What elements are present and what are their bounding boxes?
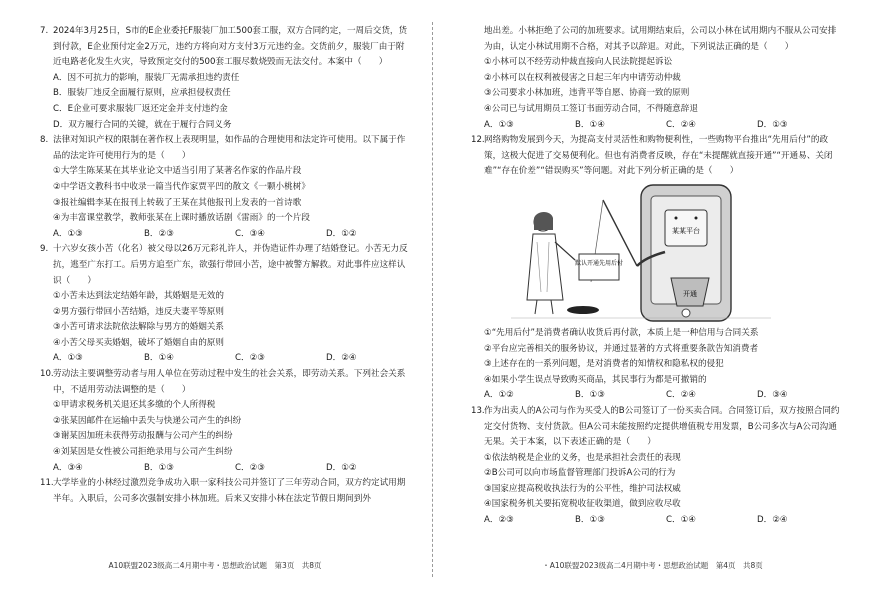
statement-item: ①甲请求税务机关退还其多缴的个人所得税 bbox=[53, 400, 216, 411]
statement-item: ②中学语文教科书中收录一篇当代作家贾平凹的散文《一颗小桃树》 bbox=[53, 181, 310, 192]
option: B．①③ bbox=[575, 515, 605, 526]
option: D．①② bbox=[326, 462, 357, 473]
screen-face bbox=[665, 210, 707, 246]
option: D．②④ bbox=[326, 353, 357, 364]
statement-item: ①小林可以不经劳动仲裁直接向人民法院提起诉讼 bbox=[484, 57, 673, 68]
question-11 bbox=[40, 476, 412, 507]
statement-item: ③报社编辑李某在报刊上转载了王某在其他报刊上发表的一首诗歌 bbox=[53, 197, 302, 208]
cartoon-illustration bbox=[471, 182, 843, 324]
answer-options bbox=[471, 513, 843, 529]
statement-item: ④为丰富课堂教学，教师张某在上课时播放话剧《雷雨》的一个片段 bbox=[53, 213, 310, 224]
question-number: 7. bbox=[40, 26, 49, 36]
question-10 bbox=[40, 367, 412, 476]
option: C．②③ bbox=[235, 353, 266, 364]
statement-item: ③公司要求小林加班，违背平等自愿、协商一致的原则 bbox=[484, 88, 690, 99]
statement-item: ②男方强行带回小苦结婚，违反夫妻平等原则 bbox=[53, 306, 224, 317]
question-9 bbox=[40, 242, 412, 367]
option: B．①④ bbox=[144, 353, 174, 364]
statement-item: ④刘某因是女性被公司拒绝录用与公司产生纠纷 bbox=[53, 447, 233, 458]
option: B．①③ bbox=[144, 462, 174, 473]
basket bbox=[671, 278, 709, 306]
question-number: 10. bbox=[40, 369, 54, 380]
question-12 bbox=[471, 133, 843, 404]
question-stem: 作为出卖人的A公司与作为买受人的B公司签订了一份买卖合同。合同签订后，双方按照合同约定交付货物、支付货款。但A公司未能按照约定提供增值税专用发票，B公司多次与A公司沟通无果。关于本案，以下表述正确的是（ ） bbox=[484, 405, 840, 448]
statement-item: ③谢某因加班未获得劳动报酬与公司产生的纠纷 bbox=[53, 431, 233, 442]
question-number: 9. bbox=[40, 244, 49, 255]
woman-figure bbox=[527, 212, 575, 314]
question-number: 11. bbox=[40, 478, 54, 489]
option: C．②④ bbox=[666, 390, 697, 401]
option: A．①③ bbox=[53, 228, 83, 239]
question-stem: 网络购物发展到今天，为提高支付灵活性和购物便利性，一些购物平台推出“先用后付”的政策，这极大促进了交易便利化。但也有消费者反映，存在“未提醒就直接开通”“开通易、关闭难”“存在价差”“错误购买”等问题。对此下列分析正确的是（ ） bbox=[484, 135, 833, 177]
option: B．②③ bbox=[144, 228, 174, 239]
question-stem: 2024年3月25日，S市的E企业委托F服装厂加工500套工服，双方合同约定，一周后交货，货到付款，E企业预付定金2万元，违约方将向对方支付3万元违约金。交货前夕，服装厂由于附近电路老化发生火灾，导致预定交付的500套工服尽数烧毁而无法交付。本案中（ ） bbox=[53, 26, 408, 68]
hanging-sign bbox=[575, 254, 623, 280]
page-footer: ・A10联盟2023级高二4月期中考・思想政治试题 第4页 共8页 bbox=[542, 561, 763, 570]
statement-item: ③国家应提高税收执法行为的公平性，维护司法权威 bbox=[484, 483, 681, 494]
question-13 bbox=[471, 404, 843, 529]
page-footer: A10联盟2023级高二4月期中考・思想政治试题 第3页 共8页 bbox=[108, 561, 322, 570]
statement-item: ②平台应完善相关的服务协议，并通过显著的方式将重要条款告知消费者 bbox=[484, 343, 759, 354]
answer-options bbox=[40, 461, 412, 477]
answer-options bbox=[471, 118, 843, 134]
question-stem: 地出差。小林拒绝了公司的加班要求。试用期结束后，公司以小林在试用期内不服从公司安排为由，认定小林试用期不合格，对其予以辞退。对此，下列说法正确的是（ ） bbox=[484, 26, 837, 52]
option: C．②③ bbox=[235, 462, 266, 473]
option: D．③④ bbox=[757, 390, 788, 401]
screen-label: 某某平台 bbox=[672, 226, 700, 235]
option: D．①③ bbox=[757, 119, 788, 130]
option: C．②④ bbox=[666, 119, 697, 130]
question-11-continued bbox=[471, 24, 843, 133]
statement-item: ①依法纳税是企业的义务，也是承担社会责任的表现 bbox=[484, 452, 681, 463]
statement-item: ③小苦可请求法院依法解除与男方的婚姻关系 bbox=[53, 322, 224, 333]
question-8 bbox=[40, 133, 412, 242]
statement-item: ④公司已与试用期员工签订书面劳动合同，不得随意辞退 bbox=[484, 103, 698, 114]
question-7 bbox=[40, 24, 412, 133]
basket-label: 开通 bbox=[683, 289, 697, 298]
question-stem: 十六岁女孩小苦（化名）被父母以26万元彩礼许人，并伪造证件办理了结婚登记。小苦无力反抗，逃至广东打工。后男方追至广东，欲强行带回小苦，途中被警方解救。对此事件应这样认识（ ） bbox=[53, 244, 408, 286]
answer-options bbox=[40, 351, 412, 367]
ground-hole bbox=[567, 306, 599, 314]
question-number: 13. bbox=[471, 405, 485, 416]
question-stem: 大学毕业的小林经过激烈竞争成功入职一家科技公司并签订了三年劳动合同，双方约定试用期半年。入职后，公司多次强制安排小林加班。后来又安排小林在法定节假日期间到外 bbox=[53, 478, 406, 504]
option: A．①② bbox=[484, 390, 514, 401]
question-number: 12. bbox=[471, 135, 485, 146]
left-column bbox=[40, 24, 412, 507]
question-stem: 法律对知识产权的限制在著作权上表现明显，如作品的合理使用和法定许可使用。以下属于作品的法定许可使用行为的是（ ） bbox=[53, 135, 406, 161]
option: A．②③ bbox=[484, 515, 514, 526]
cartoon-svg bbox=[471, 182, 843, 324]
option: A．①③ bbox=[53, 353, 83, 364]
statement-item: ②小林可以在权利被侵害之日起三年内申请劳动仲裁 bbox=[484, 72, 681, 83]
option: A．①③ bbox=[484, 119, 514, 130]
option: C．①④ bbox=[666, 515, 697, 526]
page-divider bbox=[432, 22, 433, 577]
right-page bbox=[435, 0, 870, 599]
option: A．③④ bbox=[53, 462, 83, 473]
statement-item: ③上述存在的一系列问题，是对消费者的知情权和隐私权的侵犯 bbox=[484, 359, 724, 370]
answer-options bbox=[471, 388, 843, 404]
question-stem: 劳动法主要调整劳动者与用人单位在劳动过程中发生的社会关系，即劳动关系。下列社会关系中，不适用劳动法调整的是（ ） bbox=[53, 369, 406, 395]
statement-item: ④国家税务机关要拓宽税收征收渠道，做到应收尽收 bbox=[484, 499, 681, 510]
statement-item: ①小苦未达到法定结婚年龄，其婚姻是无效的 bbox=[53, 291, 224, 302]
statement-item: ④如果小学生误点导致购买商品，其民事行为都是可撤销的 bbox=[484, 374, 707, 385]
option: D．①② bbox=[326, 228, 357, 239]
option: C．E企业可要求服装厂返还定金并支付违约金 bbox=[53, 103, 228, 114]
left-page bbox=[0, 0, 430, 599]
option: B．①④ bbox=[575, 119, 605, 130]
option: C．③④ bbox=[235, 228, 266, 239]
option: D．②④ bbox=[757, 515, 788, 526]
answer-options bbox=[40, 227, 412, 243]
statement-item: ④小苦父母买卖婚姻，破坏了婚姻自由的原则 bbox=[53, 337, 224, 348]
question-number: 8. bbox=[40, 135, 49, 146]
statement-item: ②张某因邮件在运输中丢失与快递公司产生的纠纷 bbox=[53, 415, 242, 426]
statement-item: ①“先用后付”是消费者确认收货后再付款，本质上是一种信用与合同关系 bbox=[484, 327, 759, 338]
option: D．双方履行合同的关键，就在于履行合同义务 bbox=[53, 119, 232, 130]
option: B．服装厂违反全面履行原则，应承担侵权责任 bbox=[53, 88, 231, 99]
statement-item: ①大学生陈某某在其毕业论文中适当引用了某著名作家的作品片段 bbox=[53, 166, 302, 177]
statement-item: ②B公司可以向市场监督管理部门投诉A公司的行为 bbox=[484, 468, 676, 479]
sign-label: 默认开通先用后付 bbox=[574, 259, 624, 267]
option: A．因不可抗力的影响，服装厂无需承担违约责任 bbox=[53, 72, 240, 83]
right-column bbox=[471, 24, 843, 529]
option: B．①③ bbox=[575, 390, 605, 401]
